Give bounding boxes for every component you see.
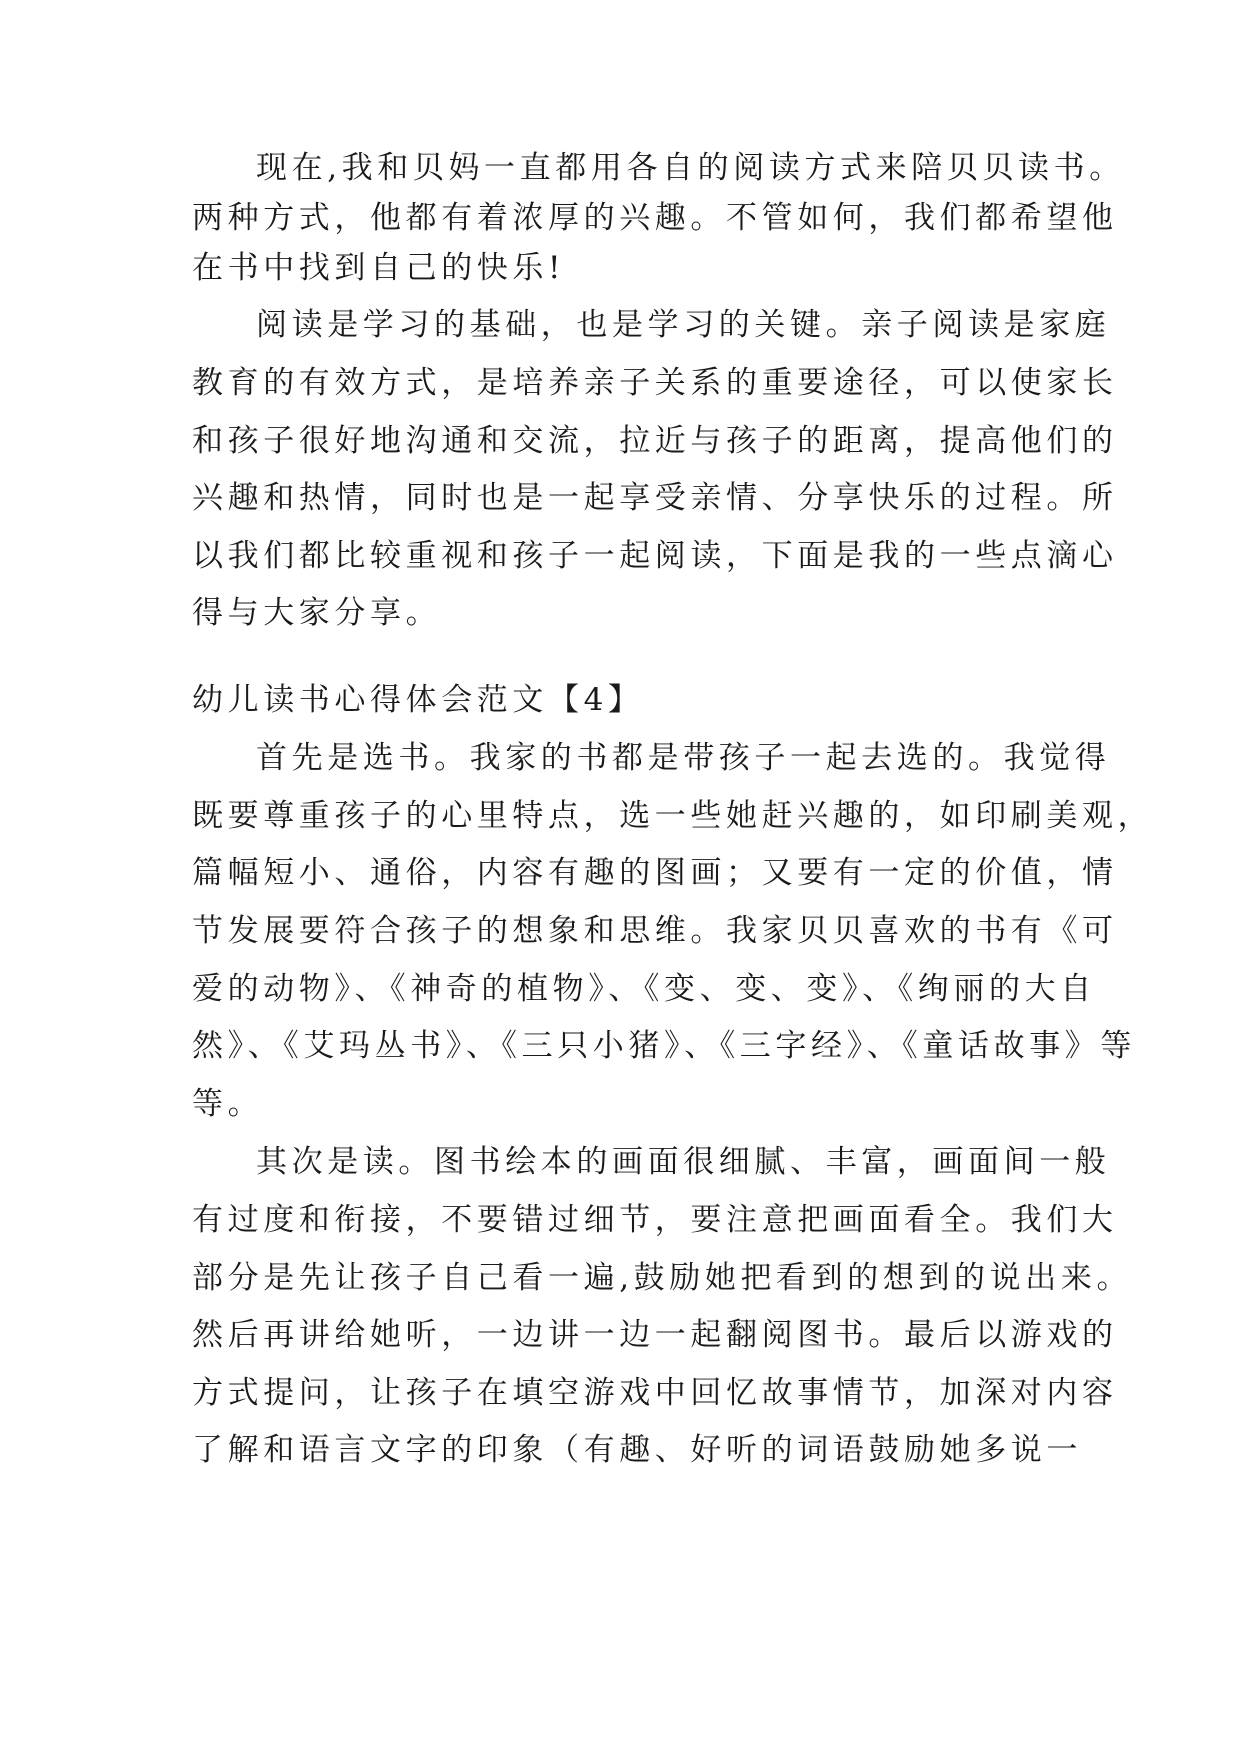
- paragraph-2-line-6: 得与大家分享。: [192, 595, 442, 631]
- paragraph-4-line-5: 方式提问，让孩子在填空游戏中回忆故事情节，加深对内容: [192, 1375, 1118, 1411]
- paragraph-3-line-5: 爱的动物》、《神奇的植物》、《变、变、变》、《绚丽的大自: [192, 971, 1096, 1007]
- paragraph-4-line-2: 有过度和衔接，不要错过细节，要注意把画面看全。我们大: [192, 1202, 1118, 1238]
- paragraph-2-line-1: 阅读是学习的基础，也是学习的关键。亲子阅读是家庭: [256, 307, 1111, 343]
- paragraph-4-line-4: 然后再讲给她听，一边讲一边一起翻阅图书。最后以游戏的: [192, 1317, 1118, 1353]
- section-heading: 幼儿读书心得体会范文【4】: [192, 682, 644, 718]
- paragraph-3-line-2: 既要尊重孩子的心里特点，选一些她赶兴趣的，如印刷美观，: [192, 798, 1154, 834]
- paragraph-4-line-1: 其次是读。图书绘本的画面很细腻、丰富，画面间一般: [256, 1144, 1111, 1180]
- paragraph-3-line-7: 等。: [192, 1086, 264, 1122]
- paragraph-3-line-1: 首先是选书。我家的书都是带孩子一起去选的。我觉得: [256, 740, 1111, 776]
- paragraph-2-line-4: 兴趣和热情，同时也是一起享受亲情、分享快乐的过程。所: [192, 480, 1118, 516]
- paragraph-1-line-1: 现在,我和贝妈一直都用各自的阅读方式来陪贝贝读书。: [256, 150, 1125, 186]
- paragraph-2-line-2: 教育的有效方式，是培养亲子关系的重要途径，可以使家长: [192, 365, 1118, 401]
- paragraph-3-line-4: 节发展要符合孩子的想象和思维。我家贝贝喜欢的书有《可: [192, 913, 1118, 949]
- paragraph-3-line-3: 篇幅短小、通俗，内容有趣的图画；又要有一定的价值，情: [192, 855, 1118, 891]
- paragraph-4-line-3: 部分是先让孩子自己看一遍,鼓励她把看到的想到的说出来。: [192, 1260, 1133, 1296]
- paragraph-2-line-5: 以我们都比较重视和孩子一起阅读，下面是我的一些点滴心: [192, 538, 1118, 574]
- paragraph-3-line-6: 然》、《艾玛丛书》、《三只小猪》、《三字经》、《童话故事》等: [192, 1028, 1136, 1064]
- paragraph-1-line-3: 在书中找到自己的快乐!: [192, 250, 566, 286]
- paragraph-4-line-6: 了解和语言文字的印象（有趣、好听的词语鼓励她多说一: [192, 1432, 1082, 1468]
- paragraph-1-line-2: 两种方式，他都有着浓厚的兴趣。不管如何，我们都希望他: [192, 200, 1118, 236]
- paragraph-2-line-3: 和孩子很好地沟通和交流，拉近与孩子的距离，提高他们的: [192, 423, 1118, 459]
